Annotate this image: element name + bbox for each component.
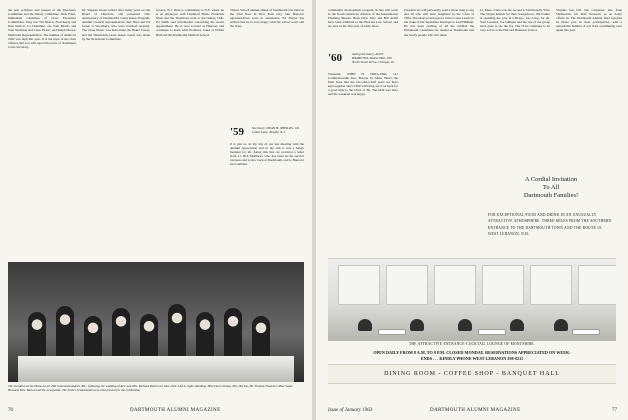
left-column-1-text: the past activities and present of the Executive Committee and the library committee. Dick Fried, Immediate Chairman of Class Executive Committees. They are: Ted Morris, Fred Keely and Dan Nelson, Co-Chairmen, are Tom Morris and Tom Nutrition and Class Picnic; and Ralph Moore, Memorial Representative. The number of deaths in 1962 was high this year. It is the hope of the class officers that you will report the news of classmates to the Secretary.: [8, 8, 76, 49]
lounge-window: [338, 265, 380, 305]
lounge-table: [478, 329, 506, 335]
left-column-3-text: Greece, N.J. Dick is commuting to N.Y. where he is an employee with Chemical Bank. Frederick Mote and the Thomsons went to the Outing Club. Ed Smith sent information concerning his recent appointment. He is now located at Hanover and continues to teach with Professor Jones at Wilder Hall and the Dartmouth Medical School.: [156, 8, 224, 37]
left-column-4-text: Thayer School alumni dinner of Dartmouth was held on the 23rd floor in New York City. Our Hanover representatives were in attendance. Ed Thayer has written that he is very happy with the school work and the class.: [230, 8, 304, 29]
inn-services-label: DINING ROOM - COFFEE SHOP - BANQUET HALL: [384, 371, 560, 377]
lounge-chair: [458, 319, 472, 331]
left-column-3: [156, 8, 224, 256]
left-page-number: 76: [8, 408, 13, 413]
wedding-reception-photo: [8, 262, 304, 382]
class-59-heading: '59: [230, 126, 245, 138]
lounge-photo-caption: THE ATTRACTIVE ENTRANCE-COCKTAIL LOUNGE OF MONTSHIRE.: [408, 342, 536, 346]
lounge-table: [572, 329, 600, 335]
class-60-heading: '60: [328, 52, 343, 64]
right-column-2: [404, 8, 474, 254]
class-60-secretary: Acting Secretary, ALEX HAMILTON, Bethel Hall, 339 North Shore Drive, Chicago, Ill.: [352, 52, 395, 65]
inn-services-bar: [328, 364, 616, 384]
lounge-window: [434, 265, 476, 305]
right-column-4: [556, 8, 622, 158]
cocktail-lounge-photo: [328, 258, 616, 341]
left-column-2-text: Dr. Stepben Green retired after many years on the Board of Directors, and presented 13th Anniversary of Dartmouth's Great Issues Program. Alumni Council representatives met. Hart and Ed Green at Woodbury, who were received recently. The Class Picnic was held under the Baker Tower, and the Dartmouth Great Issues report was made by the Newsletter Committee.: [82, 8, 150, 41]
right-column-1-text: community development program. Scotty will work in the North American division of the International Planning Bureau. Both Dick Jolly and Bill Ardill have been admitted to the Harvard Law School and are now in the first year of study there.: [328, 8, 398, 29]
lounge-chair: [358, 319, 372, 331]
right-column-1b: [328, 72, 398, 254]
photo-table: [18, 356, 294, 382]
lounge-table: [378, 329, 406, 335]
lounge-window: [530, 265, 572, 305]
right-magazine-title: DARTMOUTH ALUMNI MAGAZINE: [430, 408, 521, 413]
right-column-3-text: Lt. Mass. Class was the second to Dartmouth's Yale. The Virgin Islands for their honeymoon. Jim Parker is spending the year in Chicago. Lee Long, for all. Tom Leonard, Joe Gilligan and the rest of the group have gone to see the Ivy. The Class continues to be very active at the Harvard Business School.: [480, 8, 550, 33]
left-page: [0, 0, 312, 420]
lounge-window: [386, 265, 428, 305]
lounge-window: [578, 265, 616, 305]
left-magazine-title: DARTMOUTH ALUMNI MAGAZINE: [130, 408, 221, 413]
lounge-chair: [410, 319, 424, 331]
right-column-1b-text: Treasurer, JOHN H. HOLLAND, 141 Commonwealth Ave., Boston 15, Mass. Here's the final hope that the two-and-a-half years we have kept together since 1960 will bring all of us back for a good time to the Class of '60. The Mall was busy and the weekend was happy.: [328, 72, 398, 97]
ad-invitation-line-3: Dartmouth Families!: [523, 192, 579, 199]
lounge-window: [482, 265, 524, 305]
lounge-chair: [510, 319, 524, 331]
left-column-2: [82, 8, 150, 256]
left-column-1: [8, 8, 76, 256]
left-column-4: [230, 8, 304, 126]
right-column-1: [328, 8, 398, 50]
right-column-4-text: Virginia last fall. Jim Carpenter, also from Shelbourne, Dr. Rolf Newsom, as an Army officer in. The Dartmouth Alumni fund reported its finest year in class participation, with a remarkable number of our class contributing over again this year.: [556, 8, 622, 33]
right-issue-date: Issue of January 1963: [328, 408, 373, 413]
class-59-text: [230, 142, 304, 256]
ad-body-text: FOR EXCEPTIONAL FOOD AND DRINK IN AN UNUSUALLY ATTRACTIVE ATMOSPHERE. THREE MILES FROM THE SOUTHERN ENTRANCE TO THE DARTMOUTH TOWN AND THE ROUTE 10, WEST LEBANON, N.H.: [488, 213, 612, 237]
lounge-chair: [554, 319, 568, 331]
right-column-2-text: Freedom, he will personally send a silver mug to any and all who will have daughters in the Class of 1984. The latest proud papa to write is Gus Leach, in the wake of his September marriage to Gail Hillman. He has been reading of all the rubbish the Dartmouth Canadians are treated at Dartmouth and the lovely people who live there.: [404, 8, 474, 37]
photo-caption: The reception at the Home on the Hill in Kennebunkport, Me., following the wedding of Rev. and Mrs. Richard Burton on June 23rd. Left to right, standing: Miss Doris Stroup, Mrs. Burton, Mr. Thomas Thatcher, Miss Susan Howard, Mrs. Burton and the newlyweds. The bride's bridesmaids were also present for the celebration.: [8, 384, 293, 392]
inn-hours-line-2: ENDS . . . KINDLY PHONE WEST LEBANON 298-8211: [420, 356, 524, 361]
class-59-paragraph: It is just so. In my day of our last meeting with the Alumni Association and in my talk it was a happy moment for all. Along this line we received a letter from Lt. Bob Matthews who has been in the service overseas and is now back at Dartmouth, and to Hanover next summer.: [230, 142, 304, 167]
class-59-secretary: Secretary: DEAN H. SHEILDS, 161 Cabot Lane, Tenafly, N.J.: [252, 126, 300, 135]
ad-invitation-line-2: To All: [542, 184, 560, 191]
inn-hours-line-1: OPEN DAILY FROM 8 A.M. TO 9 P.M. CLOSED MONDAY. RESERVATIONS APPRECIATED ON WEEK-: [373, 350, 571, 355]
right-page-number: 77: [612, 408, 617, 413]
ad-invitation-line-1: A Cordial Invitation: [524, 176, 578, 183]
